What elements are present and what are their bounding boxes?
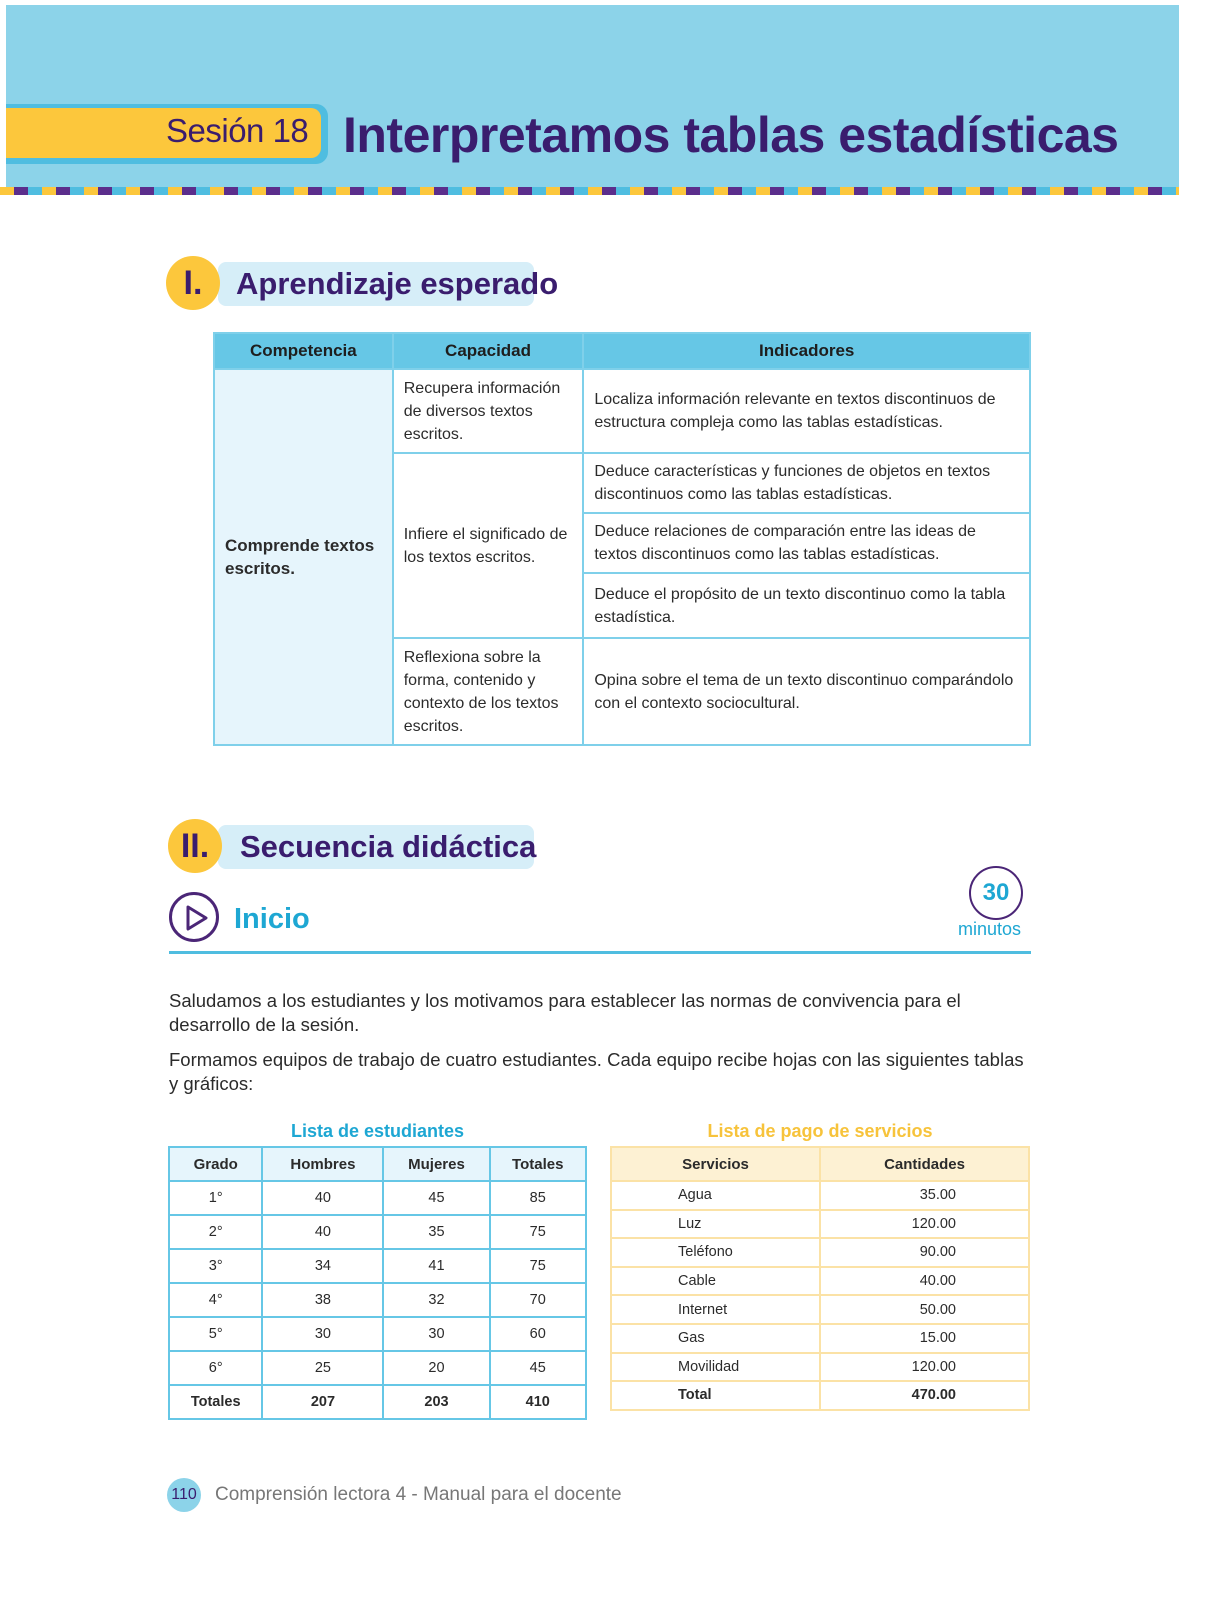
timer-icon: 30	[969, 866, 1023, 920]
table-cell: 20	[383, 1351, 489, 1385]
service-name-cell: Luz	[611, 1210, 820, 1239]
table-cell: 32	[383, 1283, 489, 1317]
table-cell: 203	[383, 1385, 489, 1419]
table-row	[169, 1385, 586, 1419]
service-name-cell: Teléfono	[611, 1238, 820, 1267]
column-header: Cantidades	[820, 1147, 1029, 1181]
section-2-number: II.	[168, 819, 222, 873]
service-amount-cell: 90.00	[820, 1238, 1029, 1267]
header-competencia: Competencia	[214, 333, 393, 369]
table-cell: 30	[383, 1317, 489, 1351]
table-cell: 2°	[169, 1215, 262, 1249]
table-row	[169, 1249, 586, 1283]
table-cell: 40	[262, 1181, 383, 1215]
competencia-cell: Comprende textos escritos.	[214, 369, 393, 745]
services-table-title: Lista de pago de servicios	[707, 1121, 933, 1141]
service-amount-cell: 35.00	[820, 1181, 1029, 1210]
service-name-cell: Internet	[611, 1295, 820, 1324]
service-name-cell: Cable	[611, 1267, 820, 1296]
header-indicadores: Indicadores	[583, 333, 1030, 369]
table-row	[611, 1324, 1029, 1353]
learning-table	[213, 332, 1031, 746]
service-name-cell: Total	[611, 1381, 820, 1410]
decorative-dash-strip	[0, 187, 1179, 195]
indicador-cell: Deduce características y funciones de objetos en textos discontinuos como las tablas estadísticas.	[583, 453, 1030, 513]
table-cell: 5°	[169, 1317, 262, 1351]
timer-minutes-label: minutos	[958, 919, 1022, 939]
table-cell: 70	[490, 1283, 587, 1317]
service-name-cell: Movilidad	[611, 1353, 820, 1382]
table-row	[611, 1181, 1029, 1210]
table-cell: 4°	[169, 1283, 262, 1317]
table-cell: 38	[262, 1283, 383, 1317]
table-cell: Totales	[169, 1385, 262, 1419]
learning-table-header	[214, 333, 1030, 369]
header-capacidad: Capacidad	[393, 333, 584, 369]
service-name-cell: Gas	[611, 1324, 820, 1353]
table-row	[611, 1381, 1029, 1410]
students-table	[168, 1146, 587, 1420]
students-header-row	[169, 1147, 586, 1181]
section-1-number: I.	[166, 256, 220, 310]
table-row	[169, 1283, 586, 1317]
table-cell: 34	[262, 1249, 383, 1283]
table-cell: 45	[383, 1181, 489, 1215]
students-table-title: Lista de estudiantes	[290, 1121, 465, 1141]
column-header: Totales	[490, 1147, 587, 1181]
table-row	[169, 1181, 586, 1215]
service-name-cell: Agua	[611, 1181, 820, 1210]
column-header: Hombres	[262, 1147, 383, 1181]
table-cell: 3°	[169, 1249, 262, 1283]
table-cell: 207	[262, 1385, 383, 1419]
services-header-row	[611, 1147, 1029, 1181]
page-title: Interpretamos tablas estadísticas	[343, 107, 1119, 163]
table-cell: 41	[383, 1249, 489, 1283]
table-row	[169, 1351, 586, 1385]
indicador-cell: Opina sobre el tema de un texto discontinuo comparándolo con el contexto sociocultural.	[583, 638, 1030, 745]
session-label: Sesión 18	[166, 112, 309, 149]
services-table	[610, 1146, 1030, 1411]
page-number: 110	[167, 1478, 201, 1512]
table-cell: 35	[383, 1215, 489, 1249]
column-header: Servicios	[611, 1147, 820, 1181]
table-cell: 75	[490, 1215, 587, 1249]
inicio-divider	[169, 951, 1031, 954]
paragraph: Saludamos a los estudiantes y los motivamos para establecer las normas de convivencia para el desarrollo de la sesión.	[169, 990, 961, 1035]
column-header: Mujeres	[383, 1147, 489, 1181]
table-cell: 85	[490, 1181, 587, 1215]
indicador-cell: Deduce relaciones de comparación entre las ideas de textos discontinuos como las tablas estadísticas.	[583, 513, 1030, 573]
table-cell: 410	[490, 1385, 587, 1419]
column-header: Grado	[169, 1147, 262, 1181]
service-amount-cell: 120.00	[820, 1353, 1029, 1382]
inicio-heading: Inicio	[234, 903, 310, 935]
service-amount-cell: 40.00	[820, 1267, 1029, 1296]
table-row	[214, 369, 1030, 453]
table-row	[611, 1353, 1029, 1382]
section-2-title: Secuencia didáctica	[240, 829, 537, 864]
service-amount-cell: 15.00	[820, 1324, 1029, 1353]
table-row	[611, 1295, 1029, 1324]
table-row	[169, 1215, 586, 1249]
table-cell: 6°	[169, 1351, 262, 1385]
capacidad-cell: Reflexiona sobre la forma, contenido y contexto de los textos escritos.	[393, 638, 584, 745]
section-1-title: Aprendizaje esperado	[236, 266, 559, 301]
table-cell: 75	[490, 1249, 587, 1283]
service-amount-cell: 470.00	[820, 1381, 1029, 1410]
capacidad-cell: Recupera información de diversos textos escritos.	[393, 369, 584, 453]
service-amount-cell: 50.00	[820, 1295, 1029, 1324]
indicador-cell: Localiza información relevante en textos discontinuos de estructura compleja como las tablas estadísticas.	[583, 369, 1030, 453]
play-icon	[169, 892, 219, 942]
table-cell: 1°	[169, 1181, 262, 1215]
table-cell: 30	[262, 1317, 383, 1351]
table-cell: 25	[262, 1351, 383, 1385]
table-cell: 40	[262, 1215, 383, 1249]
capacidad-cell: Infiere el significado de los textos escritos.	[393, 453, 584, 638]
table-row	[611, 1210, 1029, 1239]
paragraph: Formamos equipos de trabajo de cuatro estudiantes. Cada equipo recibe hojas con las siguientes tablas y gráficos:	[169, 1049, 1024, 1094]
service-amount-cell: 120.00	[820, 1210, 1029, 1239]
table-row	[611, 1267, 1029, 1296]
table-cell: 60	[490, 1317, 587, 1351]
table-cell: 45	[490, 1351, 587, 1385]
table-row	[611, 1238, 1029, 1267]
footer-text: Comprensión lectora 4 - Manual para el docente	[215, 1484, 622, 1505]
indicador-cell: Deduce el propósito de un texto discontinuo como la tabla estadística.	[583, 573, 1030, 638]
table-row	[169, 1317, 586, 1351]
